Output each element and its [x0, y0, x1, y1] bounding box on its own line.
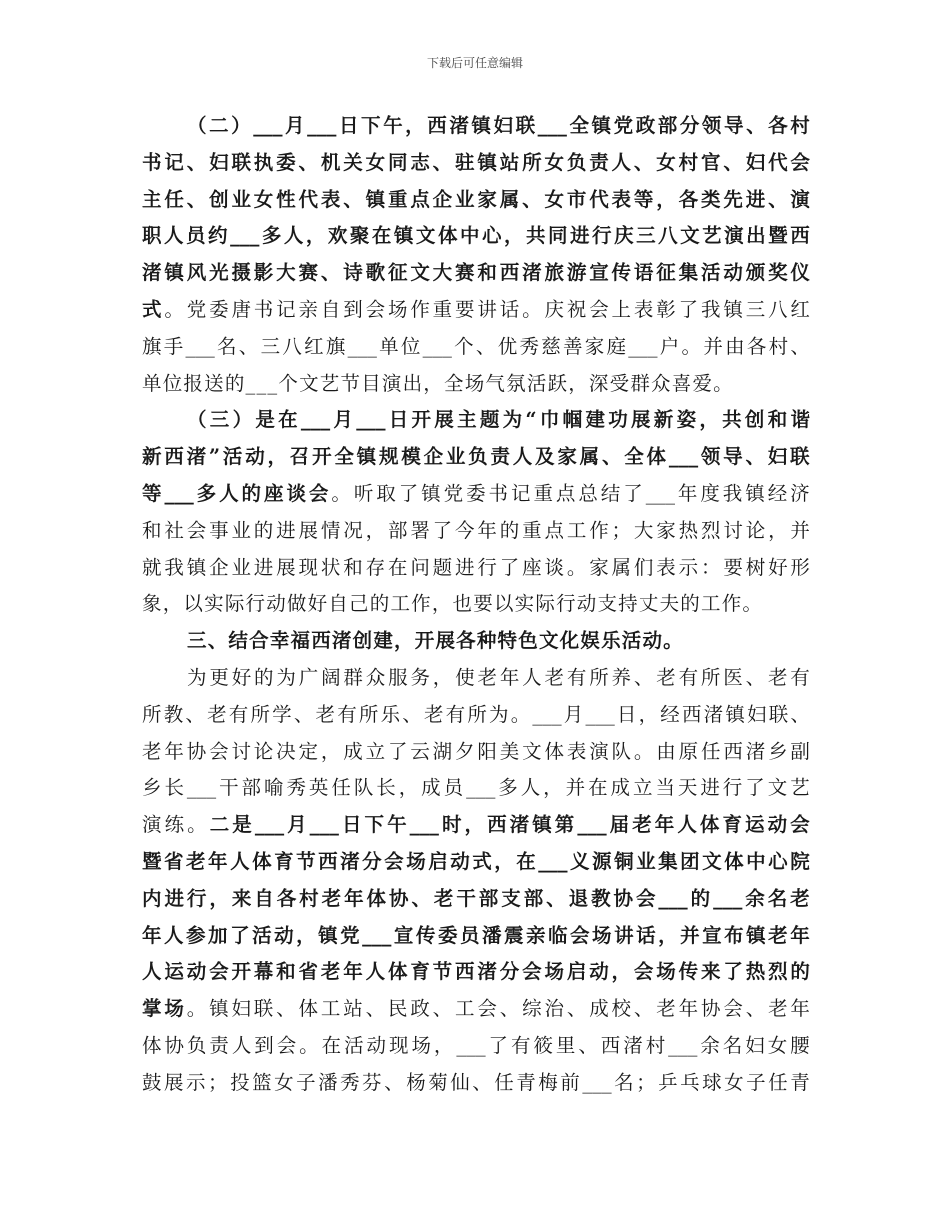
text-line: 老 年 协 会 讨 论 决 定 ， 成 立 了 云 湖 夕 阳 美 文 体 表 演 队 。 由 原 任 西 渚 乡 副 — [142, 739, 810, 763]
text-line: 演 练 。 二 是 ___ 月 ___ 日 下 午 ___ 时 ， 西 渚 镇 第 ___ 届 老 年 人 体 育 运 动 会 — [142, 813, 810, 837]
text-line: 乡 长 ___ 干 部 喻 秀 英 任 队 长 ， 成 员 ___ 多 人 ， 并 在 成 立 当 天 进 行 了 文 艺 — [142, 776, 810, 800]
document-body — [142, 108, 810, 1102]
page-header-note: 下载后可任意编辑 — [426, 56, 523, 70]
text-line: 掌 场 。 镇 妇 联 、 体 工 站 、 民 政 、 工 会 、 综 治 、 成 校 、 老 年 协 会 、 老 年 — [142, 997, 810, 1021]
text-line: 旗 手 ___ 名 、 三 八 红 旗 ___ 单 位 ___ 个 、 优 秀 慈 善 家 庭 ___ 户 。 并 由 各 村 、 — [142, 334, 810, 358]
text-line: 书 记 、 妇 联 执 委 、 机 关 女 同 志 、 驻 镇 站 所 女 负 责 人 、 女 村 官 、 妇 代 会 — [142, 150, 810, 174]
text-line: 三 、 结 合 幸 福 西 渚 创 建 ， 开 展 各 种 特 色 文 化 娱 乐 活 动 。 — [187, 629, 684, 653]
text-line: 年 人 参 加 了 活 动 ， 镇 党 ___ 宣 传 委 员 潘 震 亲 临 会 场 讲 话 ， 并 宣 布 镇 老 年 — [142, 923, 810, 947]
text-line: 象 ， 以 实 际 行 动 做 好 自 己 的 工 作 ， 也 要 以 实 际 行 动 支 持 丈 夫 的 工 作 。 — [142, 592, 764, 616]
text-line: 新 西 渚 ” 活 动 ， 召 开 全 镇 规 模 企 业 负 责 人 及 家 属 、 全 体 ___ 领 导 、 妇 联 — [142, 445, 810, 469]
text-line: 和 社 会 事 业 的 进 展 情 况 ， 部 署 了 今 年 的 重 点 工 作 ； 大 家 热 烈 讨 论 ， 并 — [142, 518, 810, 542]
text-line: 单 位 报 送 的 ___ 个 文 艺 节 目 演 出 ， 全 场 气 氛 活 跃 ， 深 受 群 众 喜 爱 。 — [142, 371, 734, 395]
text-line: 所 教 、 老 有 所 学 、 老 有 所 乐 、 老 有 所 为 。 ___ 月 ___ 日 ， 经 西 渚 镇 妇 联 、 — [142, 702, 810, 726]
text-line: （ 三 ） 是 在 ___ 月 ___ 日 开 展 主 题 为 “ 巾 帼 建 功 展 新 姿 ， 共 创 和 谐 — [187, 408, 810, 432]
text-line: 主 任 、 创 业 女 性 代 表 、 镇 重 点 企 业 家 属 、 女 市 代 表 等 ， 各 类 先 进 、 演 — [142, 187, 810, 211]
text-line: 体 协 负 责 人 到 会 。 在 活 动 现 场 ， ___ 了 有 筱 里 、 西 渚 村 ___ 余 名 妇 女 腰 — [142, 1033, 810, 1057]
text-line: 为 更 好 的 为 广 阔 群 众 服 务 ， 使 老 年 人 老 有 所 养 、 老 有 所 医 、 老 有 — [187, 665, 810, 689]
text-line: 人 运 动 会 开 幕 和 省 老 年 人 体 育 节 西 渚 分 会 场 启 动 ， 会 场 传 来 了 热 烈 的 — [142, 960, 810, 984]
text-line: 等 ___ 多 人 的 座 谈 会 。 听 取 了 镇 党 委 书 记 重 点 总 结 了 ___ 年 度 我 镇 经 济 — [142, 481, 810, 505]
text-line: 鼓 展 示 ； 投 篮 女 子 潘 秀 芬 、 杨 菊 仙 、 任 青 梅 前 ___ 名 ； 乒 乓 球 女 子 任 青 — [142, 1070, 810, 1094]
text-line: 渚 镇 风 光 摄 影 大 赛 、 诗 歌 征 文 大 赛 和 西 渚 旅 游 宣 传 语 征 集 活 动 颁 奖 仪 — [142, 261, 810, 285]
text-line: 职 人 员 约 ___ 多 人 ， 欢 聚 在 镇 文 体 中 心 ， 共 同 进 行 庆 三 八 文 艺 演 出 暨 西 — [142, 224, 810, 248]
text-line: （ 二 ） ___ 月 ___ 日 下 午 ， 西 渚 镇 妇 联 ___ 全 镇 党 政 部 分 领 导 、 各 村 — [187, 114, 810, 137]
text-line: 式 。 党 委 唐 书 记 亲 自 到 会 场 作 重 要 讲 话 。 庆 祝 会 上 表 彰 了 我 镇 三 八 红 — [142, 297, 810, 321]
text-line: 内 进 行 ， 来 自 各 村 老 年 体 协 、 老 干 部 支 部 、 退 教 协 会 ___ 的 ___ 余 名 老 — [142, 886, 810, 910]
text-line: 暨 省 老 年 人 体 育 节 西 渚 分 会 场 启 动 式 ， 在 ___ 义 源 铜 业 集 团 文 体 中 心 院 — [142, 849, 810, 873]
text-line: 就 我 镇 企 业 进 展 现 状 和 存 在 问 题 进 行 了 座 谈 。 家 属 们 表 示 ： 要 树 好 形 — [142, 555, 810, 579]
